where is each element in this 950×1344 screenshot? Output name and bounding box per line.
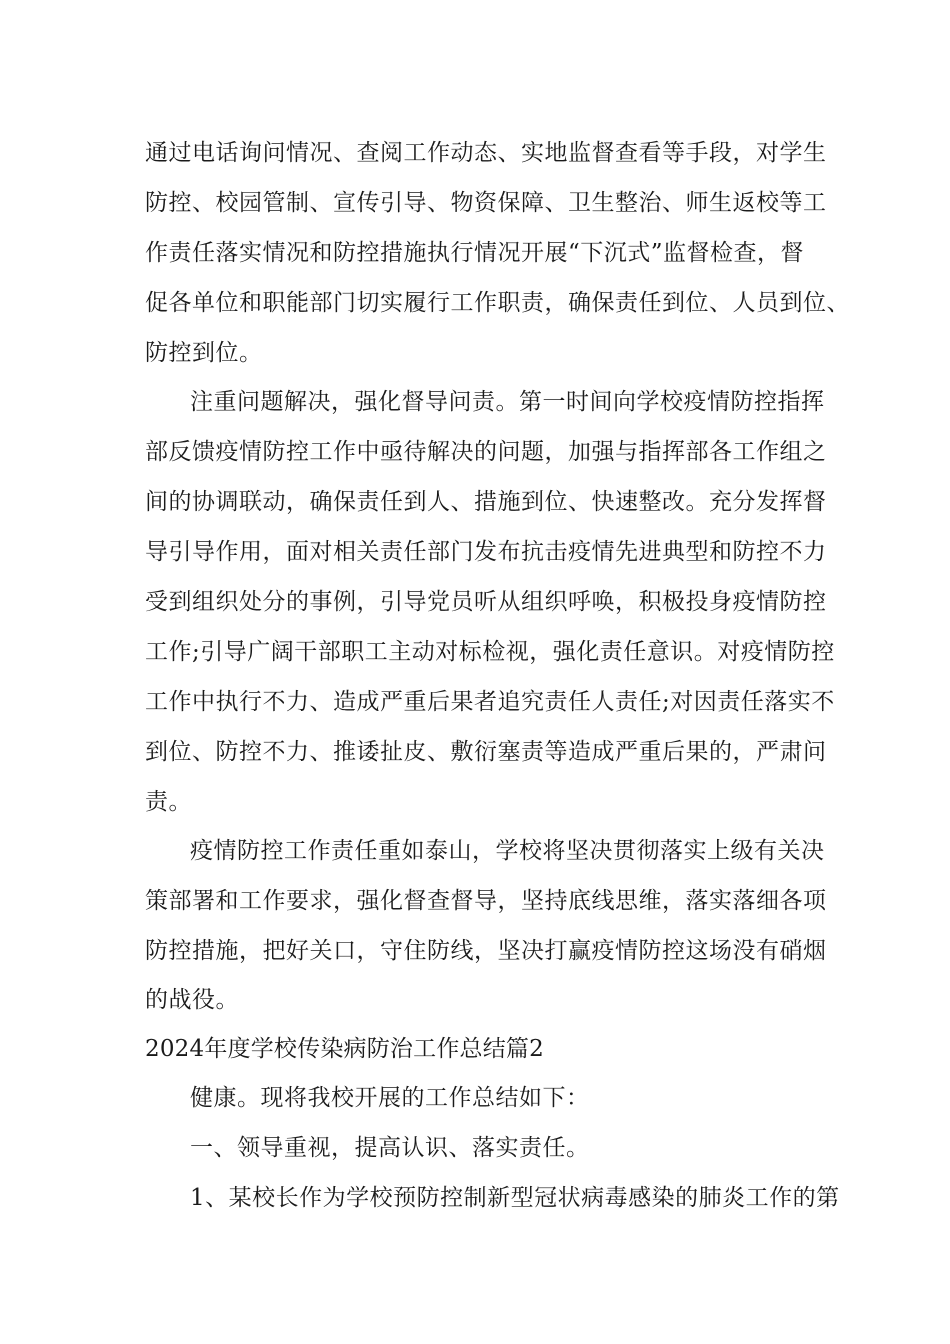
text-line: 的战役。	[145, 987, 239, 1013]
text-line: 受到组织处分的事例，引导党员听从组织呼唤，积极投身疫情防控	[145, 589, 827, 615]
text-line: 注重问题解决，强化督导问责。第一时间向学校疫情防控指挥	[190, 389, 825, 415]
text-line: 防控措施，把好关口，守住防线，坚决打赢疫情防控这场没有硝烟	[145, 938, 827, 964]
text-line: 健康。现将我校开展的工作总结如下：	[190, 1085, 590, 1111]
section-title: 2024年度学校传染病防治工作总结篇2	[145, 1036, 544, 1062]
text-line: 促各单位和职能部门切实履行工作职责，确保责任到位、人员到位、	[145, 290, 850, 316]
text-line: 防控、校园管制、宣传引导、物资保障、卫生整治、师生返校等工	[145, 190, 827, 216]
text-line: 疫情防控工作责任重如泰山，学校将坚决贯彻落实上级有关决	[190, 838, 825, 864]
text-line: 防控到位。	[145, 340, 263, 366]
text-line: 部反馈疫情防控工作中亟待解决的问题，加强与指挥部各工作组之	[145, 439, 827, 465]
text-line: 工作中执行不力、造成严重后果者追究责任人责任;对因责任落实不	[145, 689, 835, 715]
text-line: 作责任落实情况和防控措施执行情况开展“下沉式”监督检查，督	[145, 240, 805, 266]
text-line: 导引导作用，面对相关责任部门发布抗击疫情先进典型和防控不力	[145, 539, 827, 565]
text-line: 责。	[145, 789, 192, 815]
text-line: 1、某校长作为学校预防控制新型冠状病毒感染的肺炎工作的第	[190, 1185, 840, 1211]
text-line: 策部署和工作要求，强化督查督导，坚持底线思维，落实落细各项	[145, 888, 827, 914]
text-line: 工作;引导广阔干部职工主动对标检视，强化责任意识。对疫情防控	[145, 639, 835, 665]
text-line: 一、领导重视，提高认识、落实责任。	[190, 1135, 590, 1161]
text-line: 到位、防控不力、推诿扯皮、敷衍塞责等造成严重后果的，严肃问	[145, 739, 827, 765]
text-line: 间的协调联动，确保责任到人、措施到位、快速整改。充分发挥督	[145, 489, 827, 515]
text-line: 通过电话询问情况、查阅工作动态、实地监督查看等手段，对学生	[145, 140, 827, 166]
